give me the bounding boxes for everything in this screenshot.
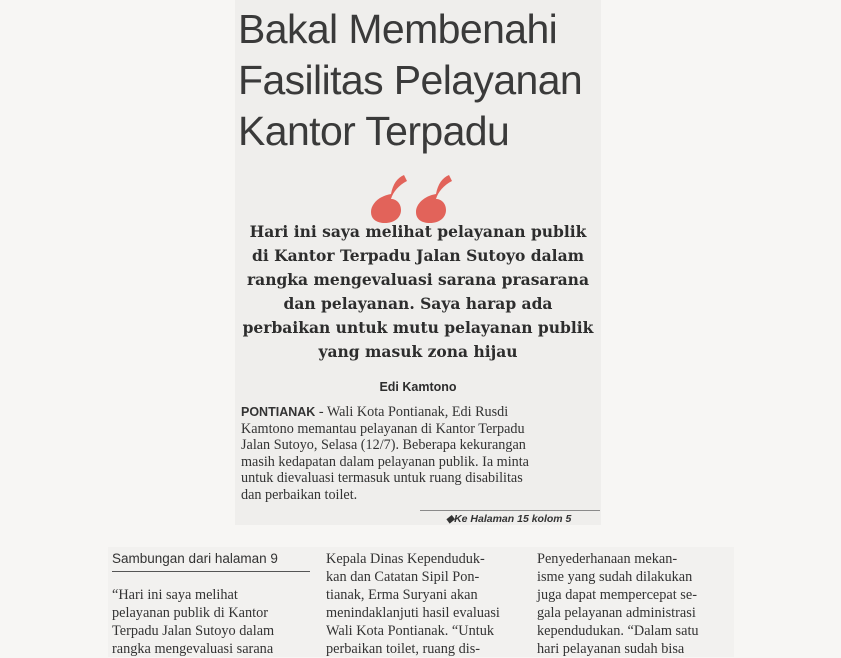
headline-line: Kantor Terpadu	[238, 108, 510, 154]
column-line: kan dan Catatan Sipil Pon-	[326, 569, 480, 585]
continuation-column-2	[326, 550, 524, 658]
lead-line: Kamtono memantau pelayanan di Kantor Terpadu	[241, 420, 525, 437]
continuation-label: Sambungan dari halaman 9	[112, 550, 310, 572]
pull-quote-line: perbaikan untuk mutu pelayanan publik	[242, 318, 594, 337]
continuation-column-3	[537, 550, 731, 658]
column-line: rangka mengevaluasi sarana	[112, 641, 274, 657]
continuation-column-1	[112, 550, 310, 658]
column-line: isme yang sudah dilakukan	[537, 569, 693, 585]
pull-quote-line: dan pelayanan. Saya harap ada	[283, 294, 553, 313]
headline-line: Fasilitas Pelayanan	[238, 57, 583, 103]
column-line: Terpadu Jalan Sutoyo dalam	[112, 623, 275, 639]
lead-paragraph	[241, 404, 597, 503]
column-line: perbaikan toilet, ruang dis-	[326, 641, 481, 657]
jump-reference: ◆Ke Halaman 15 kolom 5	[446, 513, 572, 525]
column-line: “Hari ini saya melihat	[112, 587, 238, 603]
lead-line: Jalan Sutoyo, Selasa (12/7). Beberapa kekurangan	[241, 437, 526, 453]
column-line: Wali Kota Pontianak. “Untuk	[326, 623, 494, 639]
column-line: juga dapat mempercepat se-	[537, 587, 697, 603]
pull-quote-line: rangka mengevaluasi sarana prasarana	[246, 270, 589, 289]
quote-author: Edi Kamtono	[379, 380, 457, 394]
column-line: hari pelayanan sudah bisa	[537, 641, 685, 657]
headline-line: Bakal Membenahi	[238, 6, 558, 52]
column-line: Penyederhanaan mekan-	[537, 551, 678, 567]
lead-line	[241, 404, 597, 421]
quote-mark-icon	[416, 172, 456, 224]
column-line: Kepala Dinas Kependuduk-	[326, 551, 485, 567]
pull-quote	[240, 220, 596, 364]
column-line: tianak, Erma Suryani akan	[326, 587, 478, 603]
lead-line: dan perbaikan toilet.	[241, 486, 358, 503]
quote-mark-icon	[371, 172, 411, 224]
pull-quote-line: Hari ini saya melihat pelayanan publik	[249, 222, 587, 241]
lead-line: untuk dievaluasi termasuk untuk ruang disabilitas	[241, 470, 523, 486]
lead-line: masih kedapatan dalam pelayanan publik. Ia minta	[241, 453, 529, 470]
column-line: kependudukan. “Dalam satu	[537, 623, 699, 639]
column-line: pelayanan publik di Kantor	[112, 605, 269, 621]
column-line: menindaklanjuti hasil evaluasi	[326, 605, 500, 621]
column-line: gala pelayanan administrasi	[537, 605, 696, 621]
pull-quote-line: yang masuk zona hijau	[318, 342, 518, 361]
jump-divider	[420, 510, 600, 511]
headline	[238, 4, 598, 157]
pull-quote-line: di Kantor Terpadu Jalan Sutoyo dalam	[251, 246, 585, 265]
lead-text: - Wali Kota Pontianak, Edi Rusdi	[315, 404, 509, 420]
dateline: PONTIANAK	[241, 405, 316, 419]
